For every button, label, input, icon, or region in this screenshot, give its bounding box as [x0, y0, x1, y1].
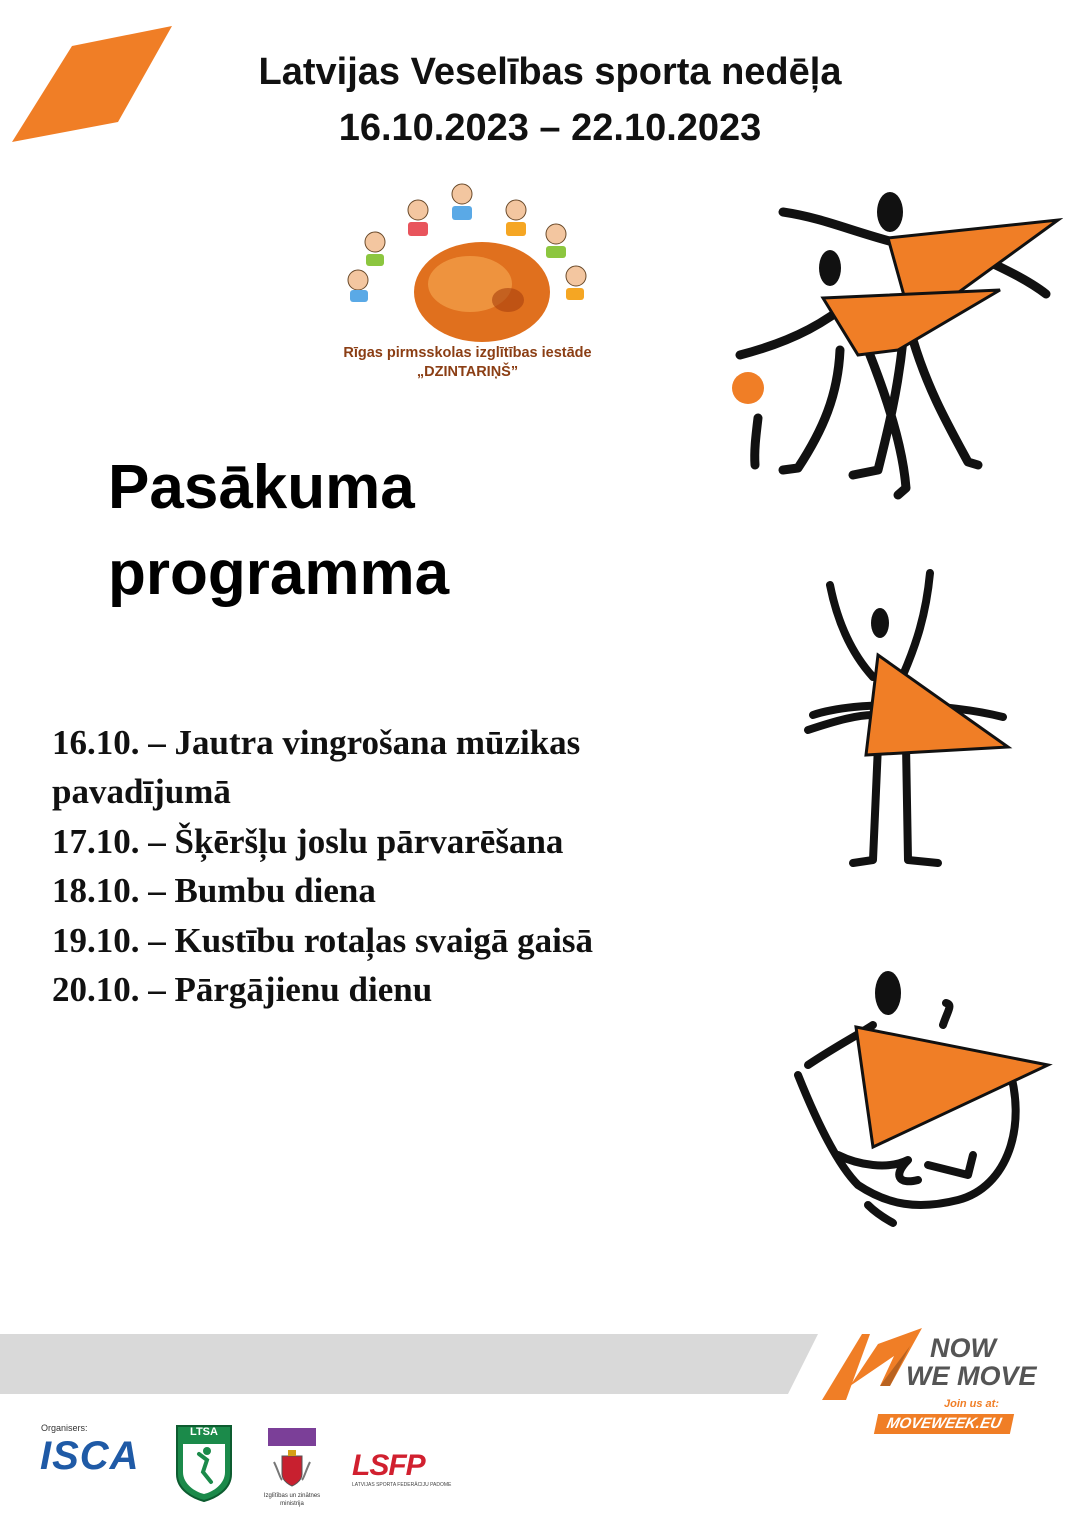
- isca-logo: ISCA: [40, 1434, 140, 1478]
- title-date-range: 16.10.2023 – 22.10.2023: [338, 107, 762, 149]
- jump-rope-figure-illustration: [778, 965, 1058, 1230]
- lsfp-subtitle: LATVIJAS SPORTA FEDERĀCIJU PADOME: [352, 1482, 452, 1488]
- nwm-join-text: Join us at:: [944, 1398, 1000, 1410]
- hula-hoop-figure-illustration: [798, 565, 1023, 870]
- lsfp-logo: LSFP: [352, 1449, 425, 1482]
- ministry-name: Izglītības un zinātnes ministrija: [263, 1493, 321, 1507]
- nwm-brand-line1: NOW: [930, 1333, 996, 1363]
- schedule-item: 20.10. – Pārgājienu dienu: [52, 970, 433, 1010]
- organisers-label: Organisers:: [41, 1423, 88, 1433]
- schedule-item: 16.10. – Jautra vingrošana mūzikas pavadījumā: [52, 723, 581, 812]
- ministry-color-bar: [268, 1428, 316, 1446]
- program-heading: Pasākuma programma: [108, 453, 450, 608]
- nwm-brand-line2: WE MOVE: [906, 1361, 1037, 1391]
- schedule-list: [52, 718, 732, 1014]
- ltsa-logo-text: LTSA: [190, 1426, 218, 1438]
- basketball-players-illustration: [728, 190, 1063, 505]
- page-title: [150, 44, 950, 156]
- coat-of-arms-icon: [270, 1450, 314, 1490]
- title-line-1: Latvijas Veselības sporta nedēļa: [258, 51, 842, 93]
- now-we-move-logo: [820, 1322, 1060, 1442]
- schedule-item: 19.10. – Kustību rotaļas svaigā gaisā: [52, 920, 593, 960]
- schedule-item: 18.10. – Bumbu diena: [52, 871, 376, 911]
- schedule-item: 17.10. – Šķēršļu joslu pārvarēšana: [52, 821, 564, 861]
- school-name: Rīgas pirmsskolas izglītības iestāde „DZINTARIŅŠ”: [343, 345, 592, 380]
- moveweek-url-link[interactable]: MOVEWEEK.EU: [874, 1414, 1014, 1434]
